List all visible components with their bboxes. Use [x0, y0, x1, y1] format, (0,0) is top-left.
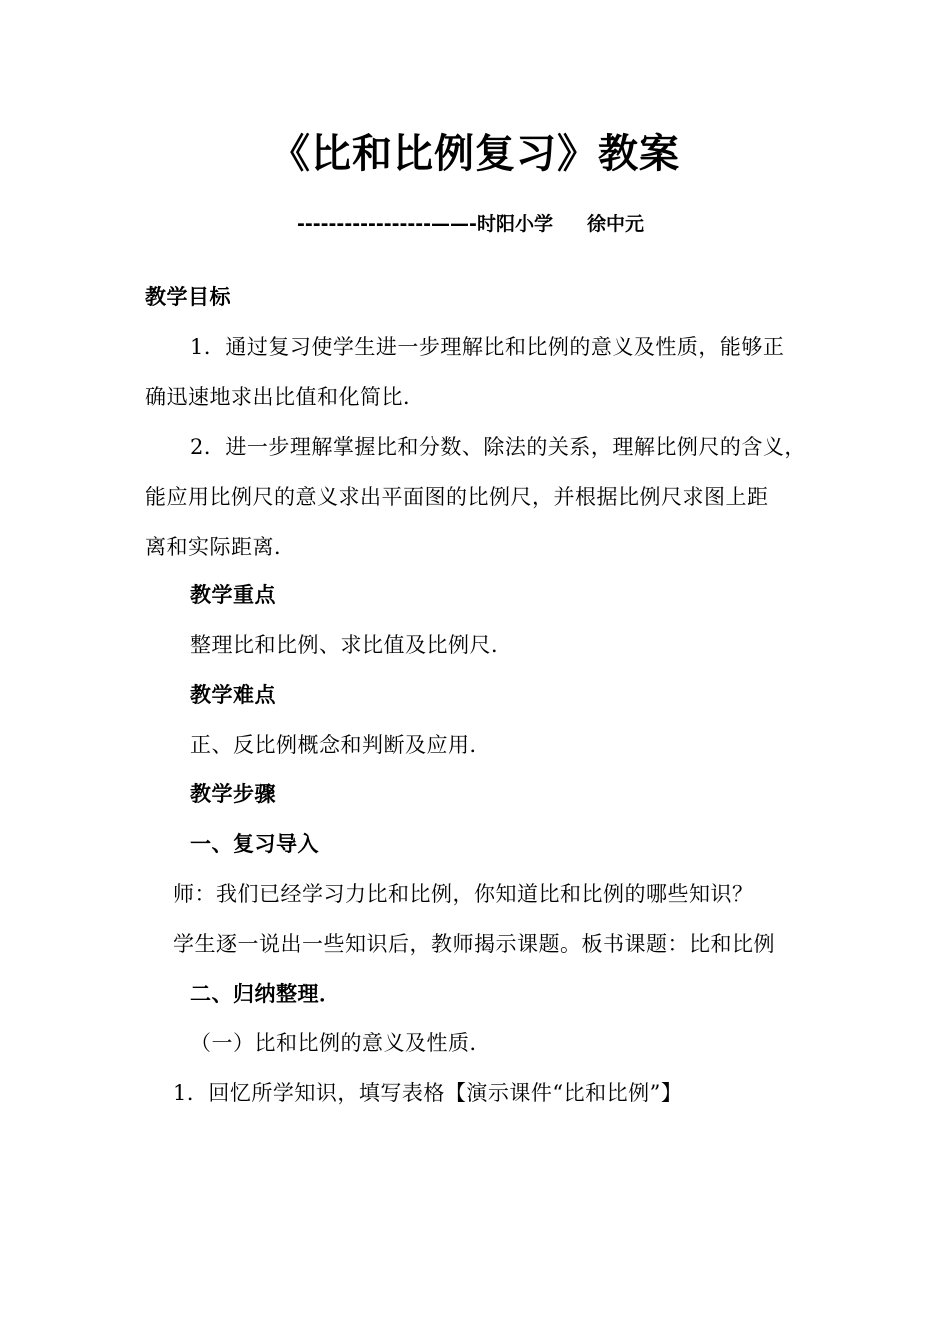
objective-2-line-2: 能应用比例尺的意义求出平面图的比例尺，并根据比例尺求图上距 [145, 485, 769, 509]
byline-dashes: -----------------——- [297, 213, 477, 235]
step-1-teacher-line: 师：我们已经学习力比和比例，你知道比和比例的哪些知识？ [173, 882, 754, 906]
objective-2-line-3: 离和实际距离． [145, 535, 296, 559]
difficulties-text: 正、反比例概念和判断及应用． [190, 733, 491, 757]
step-2-heading: 二、归纳整理． [190, 982, 341, 1006]
step-2-item-1: 1．回忆所学知识，填写表格【演示课件“比和比例”】 [173, 1081, 683, 1105]
steps-heading: 教学步骤 [190, 782, 276, 806]
step-2-subsection-1: （一）比和比例的意义及性质． [190, 1031, 491, 1055]
byline-school: 时阳小学 [476, 213, 553, 235]
key-points-text: 整理比和比例、求比值及比例尺． [190, 633, 513, 657]
step-1-students-line: 学生逐一说出一些知识后，教师揭示课题。板书课题：比和比例 [173, 932, 775, 956]
byline [297, 211, 644, 237]
objectives-heading: 教学目标 [145, 285, 231, 309]
objective-1-line-2: 确迅速地求出比值和化简比． [145, 385, 425, 409]
byline-author: 徐中元 [586, 213, 644, 235]
key-points-heading: 教学重点 [190, 583, 276, 607]
objective-2-line-1: 2．进一步理解掌握比和分数、除法的关系，理解比例尺的含义， [190, 435, 806, 459]
document-title: 《比和比例复习》教案 [270, 131, 680, 177]
step-1-heading: 一、复习导入 [190, 832, 319, 856]
difficulties-heading: 教学难点 [190, 683, 276, 707]
objective-1-line-1: 1．通过复习使学生进一步理解比和比例的意义及性质，能够正 [190, 335, 785, 359]
